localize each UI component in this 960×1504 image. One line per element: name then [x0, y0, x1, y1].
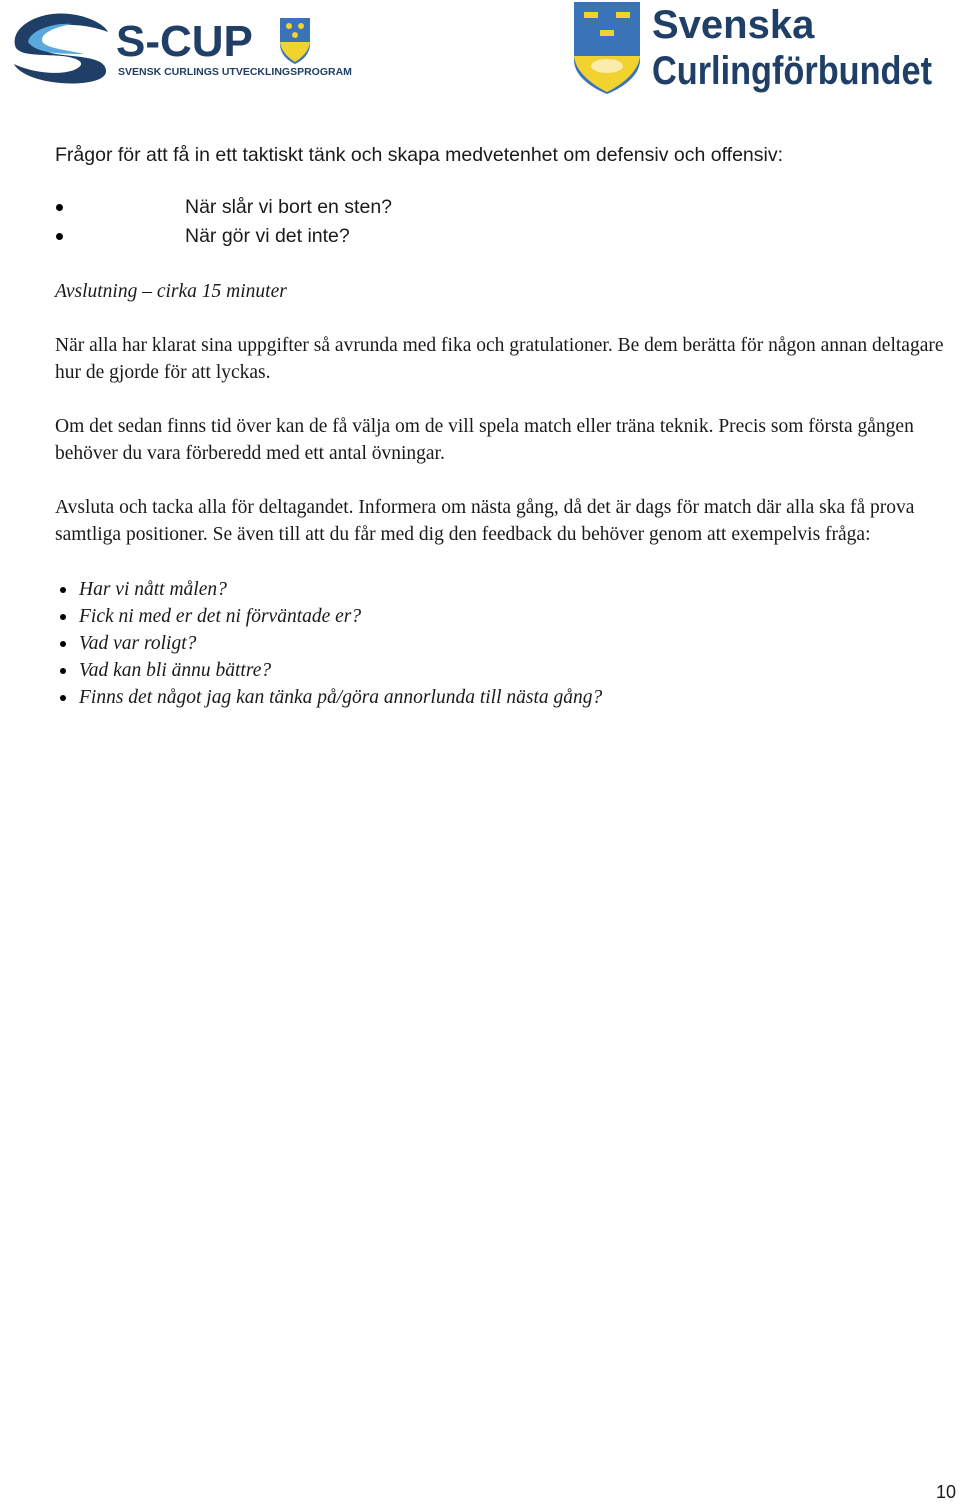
- scup-swoosh-icon: [14, 13, 108, 83]
- scup-crest-icon: [280, 18, 310, 64]
- scf-title-line1: Svenska: [652, 3, 815, 47]
- list-item: Finns det något jag kan tänka på/göra annorlunda till nästa gång?: [55, 684, 960, 711]
- list-item: Fick ni med er det ni förväntade er?: [55, 603, 960, 630]
- question-list: [55, 193, 960, 251]
- paragraph: Om det sedan finns tid över kan de få välja om de vill spela match eller träna teknik. Precis som första gången behöver du vara förberedd med ett antal övningar.: [55, 416, 914, 464]
- bullet-icon: [60, 587, 66, 593]
- list-item: Vad var roligt?: [55, 630, 960, 657]
- bullet-icon: [60, 641, 66, 647]
- bullet-icon: [56, 204, 63, 211]
- list-item: När gör vi det inte?: [55, 222, 960, 251]
- scf-title-line2: Curlingförbundet: [652, 49, 932, 93]
- feedback-question-list: [55, 576, 960, 711]
- scf-crest-icon: [574, 2, 640, 94]
- paragraph: Avsluta och tacka alla för deltagandet. Informera om nästa gång, då det är dags för match där alla ska få prova samtliga positioner. Se även till att du får med dig den feedback du behöver genom att exempelvis fråga:: [55, 497, 915, 545]
- document-body: [55, 142, 960, 711]
- list-item: Vad kan bli ännu bättre?: [55, 657, 960, 684]
- bullet-icon: [60, 614, 66, 620]
- scup-logo: [8, 8, 352, 84]
- intro-text: Frågor för att få in ett taktiskt tänk och skapa medvetenhet om defensiv och offensiv:: [55, 144, 784, 166]
- list-item: När slår vi bort en sten?: [55, 193, 960, 222]
- section-heading: Avslutning – cirka 15 minuter: [55, 281, 287, 302]
- scup-title: S-CUP: [116, 17, 253, 66]
- bullet-icon: [56, 233, 63, 240]
- paragraph: När alla har klarat sina uppgifter så avrunda med fika och gratulationer. Be dem berätta för någon annan deltagare hur de gjorde för att lyckas.: [55, 335, 944, 383]
- scup-subtitle: SVENSK CURLINGS UTVECKLINGSPROGRAM: [118, 66, 352, 78]
- page-number: 10: [935, 1482, 956, 1502]
- list-item: Har vi nått målen?: [55, 576, 960, 603]
- bullet-icon: [60, 695, 66, 701]
- svenska-curlingforbundet-logo: [572, 0, 942, 96]
- bullet-icon: [60, 668, 66, 674]
